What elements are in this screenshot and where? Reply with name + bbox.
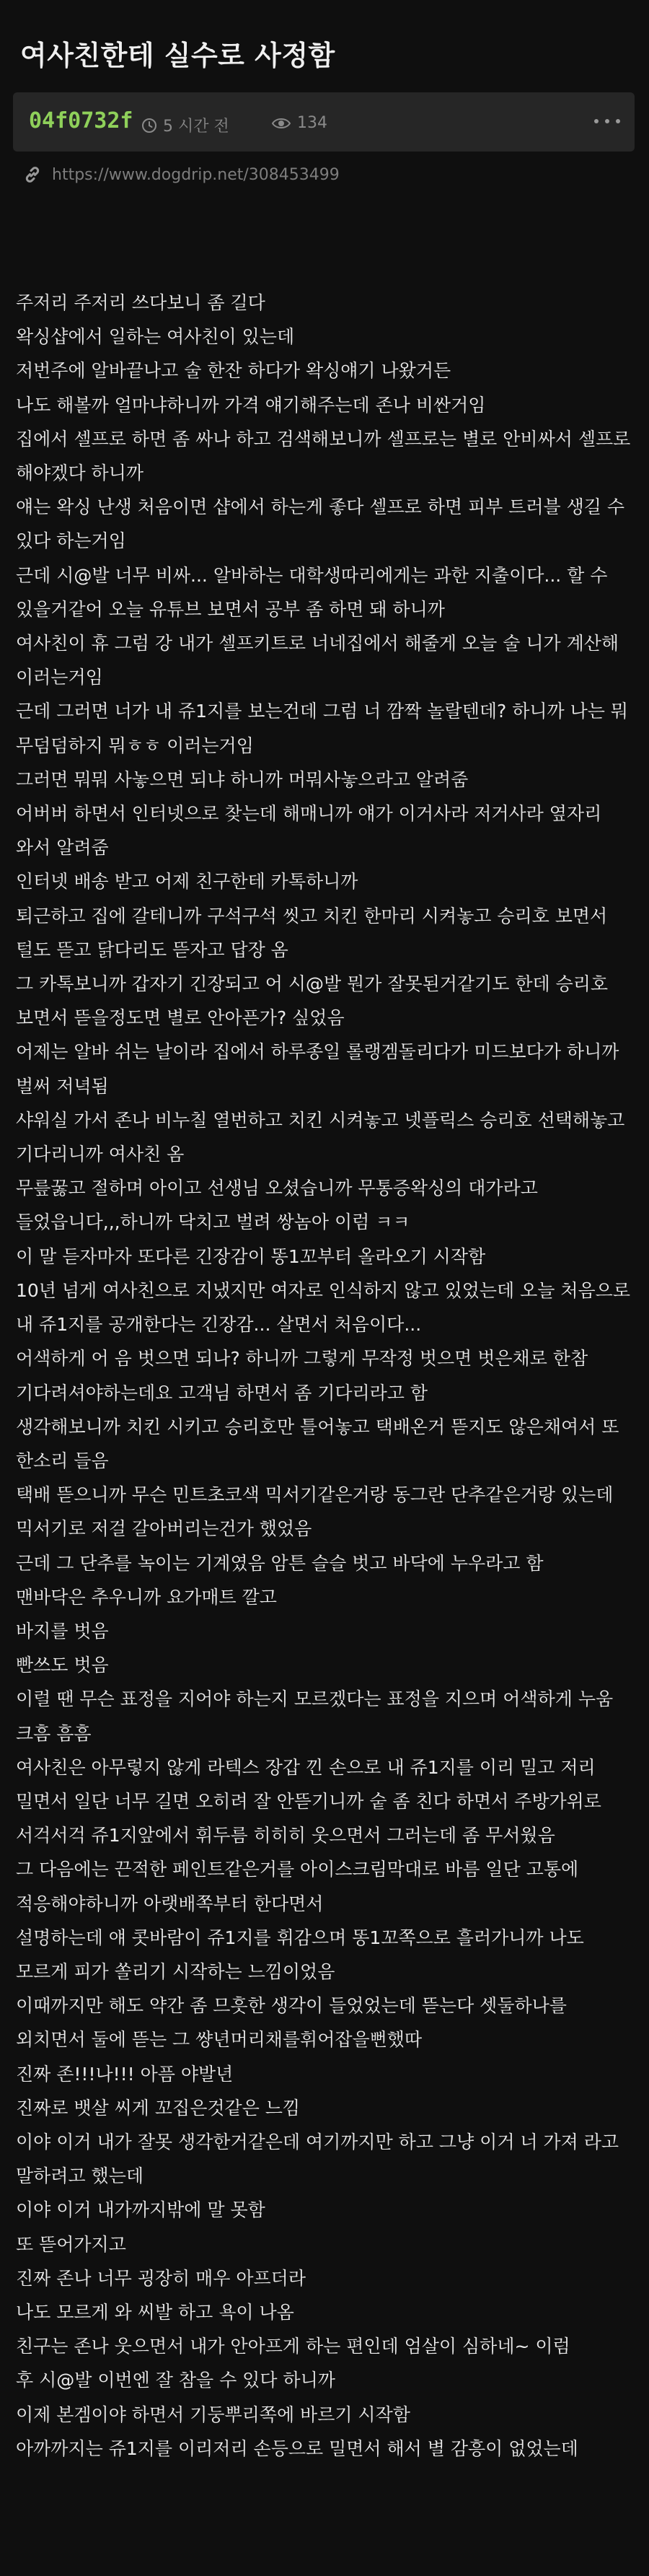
- post-time-text: 5 시간 전: [163, 118, 229, 136]
- content-line: 바지를 벗음: [16, 1620, 109, 1642]
- link-icon: [23, 165, 42, 184]
- content-line: 저번주에 알바끝나고 술 한잔 하다가 왁싱얘기 나왔거든: [16, 360, 451, 382]
- clock-icon: [141, 118, 157, 133]
- content-line: 진짜로 뱃살 씨게 꼬집은것같은 느낌: [16, 2097, 301, 2119]
- post-url-link[interactable]: https://www.dogdrip.net/308453499: [52, 165, 340, 184]
- post-time: [141, 114, 229, 136]
- content-line: 진짜 존나 너무 굉장히 매우 아프더라: [16, 2267, 306, 2289]
- content-line: 어색하게 어 음 벗으면 되나? 하니까 그렇게 무작정 벗으면 벗은채로 한참 기다려셔야하는데요 고객님 하면서 좀 기다리라고 함: [16, 1348, 588, 1403]
- post-title: 여사친한테 실수로 사정함: [20, 40, 335, 71]
- content-line: 근데 그러면 너가 내 쥬1지를 보는건데 그럼 너 깜짝 놀랄텐데? 하니까 나는 뭐 무덤덤하지 뭐ㅎㅎ 이러는거임: [16, 701, 629, 756]
- content-line: 어버버 하면서 인터넷으로 찾는데 해매니까 얘가 이거사라 저거사라 옆자리 와서 알려줌: [16, 803, 602, 859]
- content-line: 이 말 듣자마자 또다른 긴장감이 똥1꼬부터 올라오기 시작함: [16, 1245, 486, 1267]
- content-line: 그 카톡보니까 갑자기 긴장되고 어 시@발 뭔가 잘못된거같기도 한데 승리호 보면서 뜯을정도면 별로 안아픈가? 싶었음: [16, 973, 609, 1029]
- content-line: 주저리 주저리 쓰다보니 좀 길다: [16, 292, 265, 313]
- content-line: 근데 시@발 너무 비싸... 알바하는 대학생따리에게는 과한 지출이다... 할 수 있을거같어 오늘 유튜브 보면서 공부 좀 하면 돼 하니까: [16, 564, 608, 620]
- post-views: [271, 114, 327, 132]
- content-line: 집에서 셀프로 하면 좀 싸나 하고 검색해보니까 셀프로는 별로 안비싸서 셀프로 해야겠다 하니까: [16, 428, 631, 484]
- content-line: 또 뜯어가지고: [16, 2233, 126, 2255]
- content-line: 여사친이 휴 그럼 강 내가 셀프키트로 너네집에서 해줄게 오늘 술 니가 계산해 이러는거임: [16, 633, 619, 688]
- content-line: 맨바닥은 추우니까 요가매트 깔고: [16, 1586, 277, 1608]
- content-line: 이야 이거 내가 잘못 생각한거같은데 여기까지만 하고 그냥 이거 너 가져 라고 말하려고 했는데: [16, 2131, 619, 2187]
- content-line: 생각해보니까 치킨 시키고 승리호만 틀어놓고 택배온거 뜯지도 않은채여서 또 한소리 들음: [16, 1416, 619, 1471]
- content-line: 친구는 존나 웃으면서 내가 안아프게 하는 편인데 엄살이 심하네~ 이럼: [16, 2336, 570, 2357]
- post-meta-bar: [13, 92, 635, 152]
- content-line: 그러면 뭐뭐 사놓으면 되냐 하니까 머뭐사놓으라고 알려줌: [16, 768, 469, 790]
- content-line: 샤워실 가서 존나 비누칠 열번하고 치킨 시켜놓고 넷플릭스 승리호 선택해놓고 기다리니까 여사친 옴: [16, 1109, 625, 1165]
- content-line: 이야 이거 내가까지밖에 말 못함: [16, 2199, 265, 2221]
- content-line: 설명하는데 얘 콧바람이 쥬1지를 휘감으며 똥1꼬쪽으로 흘러가니까 나도 모르게 피가 쏠리기 시작하는 느낌이었음: [16, 1927, 584, 1982]
- content-line: 얘는 왁싱 난생 처음이면 샵에서 하는게 좋다 셀프로 하면 피부 트러블 생길 수 있다 하는거임: [16, 496, 625, 552]
- content-line: 나도 모르게 와 씨발 하고 욕이 나옴: [16, 2301, 294, 2323]
- content-line: 어제는 알바 쉬는 날이라 집에서 하루종일 롤랭겜돌리다가 미드보다가 하니까 벌써 저녁됨: [16, 1041, 619, 1097]
- content-line: 택배 뜯으니까 무슨 민트초코색 믹서기같은거랑 동그란 단추같은거랑 있는데 믹서기로 저걸 갈아버리는건가 했었음: [16, 1484, 614, 1540]
- content-line: 여사친은 아무렇지 않게 라텍스 장갑 낀 손으로 내 쥬1지를 이리 밀고 저리 밀면서 일단 너무 길면 오히려 잘 안뜯기니까 숱 좀 친다 하면서 주방가위로 서걱서걱 쥬1지앞에서 휘두름 히히히 웃으면서 그러는데 좀 무서웠음: [16, 1756, 601, 1846]
- content-line: 이럴 땐 무슨 표정을 지어야 하는지 모르겠다는 표정을 지으며 어색하게 누움 크흠 흠흠: [16, 1688, 614, 1744]
- content-line: 인터넷 배송 받고 어제 친구한테 카톡하니까: [16, 871, 358, 893]
- content-line: 빤쓰도 벗음: [16, 1655, 109, 1676]
- content-line: 이때까지만 해도 약간 좀 므흣한 생각이 들었었는데 뜯는다 셋둘하나를 외치면서 둘에 뜯는 그 썅년머리채를휘어잡을뻔했따: [16, 1995, 567, 2051]
- content-line: 10년 넘게 여사친으로 지냈지만 여자로 인식하지 않고 있었는데 오늘 처음으로 내 쥬1지를 공개한다는 긴장감... 살면서 처음이다...: [16, 1279, 630, 1336]
- post-views-count: 134: [297, 114, 327, 132]
- content-line: 아까까지는 쥬1지를 이리저리 손등으로 밀면서 해서 별 감흥이 없었는데: [16, 2437, 578, 2459]
- content-line: 왁싱샵에서 일하는 여사친이 있는데: [16, 326, 295, 348]
- post-url-row[interactable]: [23, 162, 340, 188]
- content-line: 이제 본겜이야 하면서 기둥뿌리쪽에 바르기 시작함: [16, 2404, 410, 2425]
- content-line: 후 시@발 이번엔 잘 참을 수 있다 하니까: [16, 2370, 335, 2391]
- content-line: 그 다음에는 끈적한 페인트같은거를 아이스크림막대로 바름 일단 고통에 적응해야하니까 아랫배쪽부터 한다면서: [16, 1859, 579, 1914]
- content-line: 나도 해볼까 얼마냐하니까 가격 얘기해주는데 존나 비싼거임: [16, 394, 486, 416]
- post-content: [16, 286, 637, 2466]
- content-line: 퇴근하고 집에 갈테니까 구석구석 씻고 치킨 한마리 시켜놓고 승리호 보면서 털도 뜯고 닭다리도 뜯자고 답장 옴: [16, 905, 608, 960]
- content-line: 무릎꿇고 절하며 아이고 선생님 오셨습니까 무통증왁싱의 대가라고 들었읍니다,,,하니까 닥치고 벌려 쌍놈아 이럼 ㅋㅋ: [16, 1178, 538, 1233]
- more-dots-icon[interactable]: [594, 110, 620, 132]
- content-line: 진짜 존!!!나!!! 아픔 야발년: [16, 2063, 234, 2085]
- content-line: 근데 그 단추를 녹이는 기계였음 암튼 슬슬 벗고 바닥에 누우라고 함: [16, 1552, 544, 1574]
- eye-icon: [271, 116, 291, 131]
- author-name[interactable]: 04f0732f: [29, 108, 133, 133]
